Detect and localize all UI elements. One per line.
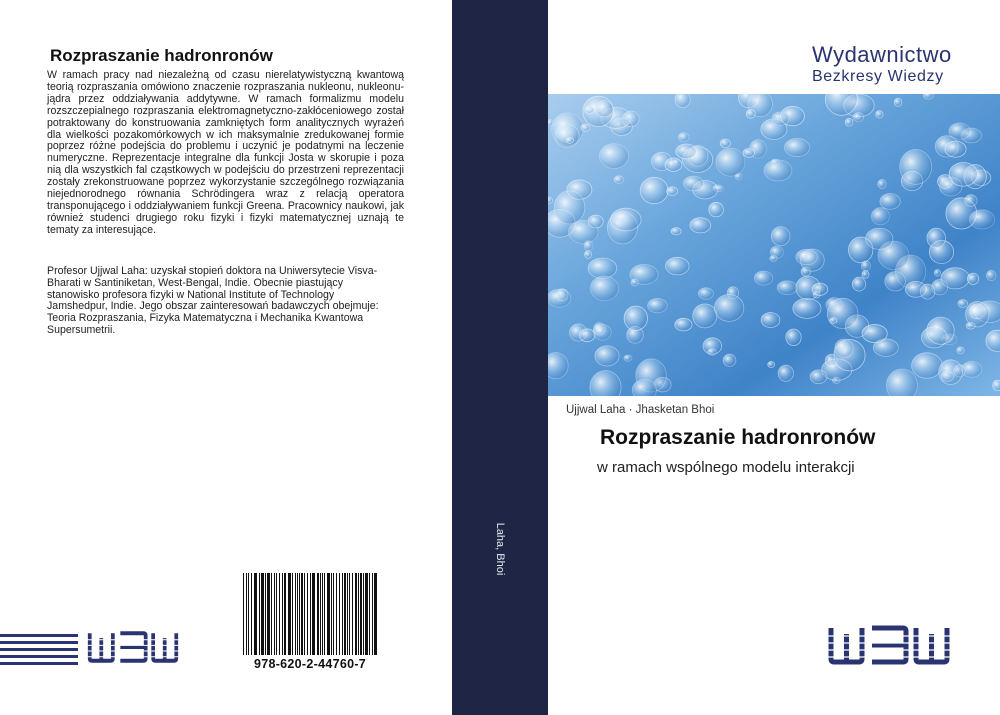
barcode-block <box>241 573 379 671</box>
logo-stripes <box>0 633 78 667</box>
publisher-logo-back <box>86 630 180 664</box>
spine <box>452 0 548 715</box>
front-cover-title: Rozpraszanie hadronronów <box>600 426 876 449</box>
isbn-number: 978-620-2-44760-7 <box>253 657 367 671</box>
barcode <box>241 573 379 655</box>
back-cover-blurb: W ramach pracy nad niezależną od czasu nierelatywistyczną kwantową teorią rozpraszania omówiono znaczenie rozpraszania nukleonu, nukleonu-jądra przez oddziaływania addytywne. W ramach formalizmu modelu rozszczepialnego rozpraszania elektromagnetyczno-zakłóceniowego został potraktowany do konstruowania zamkniętych form analitycznych wyrażeń dla wielkości pozakomórkowych w ich maksymalnie zredukowanej formie poprzez różne podejścia do problemu i uczynić je podatnymi na leczenie numeryczne. Reprezentacje integralne dla funkcji Josta w skorupie i poza nią dla wszystkich fal cząstkowych w podejściu do przestrzeni reprezentacji zostały zrekonstruowane poprzez wykorzystanie szczególnego rozwiązania niejednorodnego równania Schrödingera wraz z relacją operatora transponującego i oddziaływaniem funkcji Greena. Pracownicy naukowi, jak również studenci drugiego roku fizyki i fizyki matematycznej uznają te tematy za interesujące. <box>47 69 404 236</box>
front-cover-authors: Ujjwal Laha · Jhasketan Bhoi <box>566 404 715 416</box>
publisher-name-line1: Wydawnictwo <box>812 42 952 67</box>
publisher-name-line2: Bezkresy Wiedzy <box>812 68 944 85</box>
publisher-logo-front <box>826 624 952 666</box>
author-bio: Profesor Ujjwal Laha: uzyskał stopień doktora na Uniwersytecie Visva-Bharati w Santiniketan, West-Bengal, Indie. Obecnie piastujący stanowisko profesora fizyki w National Institute of Technology Jamshedpur, Indie. Jego obszar zainteresowań badawczych obejmuje: Teoria Rozpraszania, Fizyka Matematyczna i Mechanika Kwantowa Supersumetrii. <box>47 265 379 336</box>
cover-photo-water-bubbles <box>548 94 1000 396</box>
spine-author-text: Laha, Bhoi <box>494 522 506 576</box>
back-cover-title: Rozpraszanie hadronronów <box>50 46 273 65</box>
front-cover-subtitle: w ramach wspólnego modelu interakcji <box>597 459 855 476</box>
